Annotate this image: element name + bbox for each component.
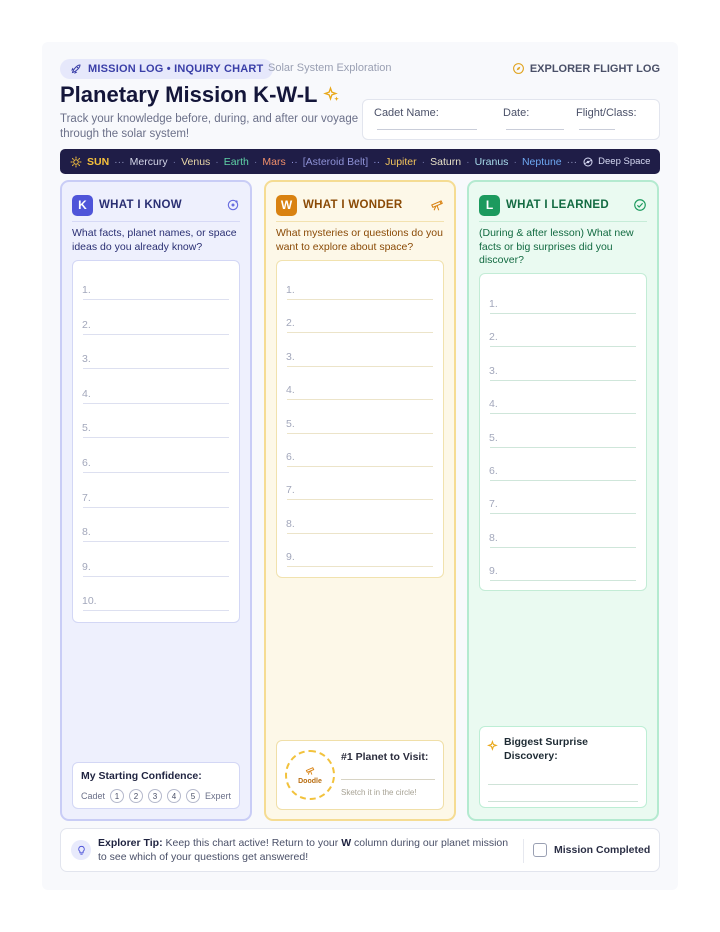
wonder-lines-card — [276, 260, 444, 578]
mission-completed-label: Mission Completed — [554, 844, 651, 856]
tip-text-2: column during our planet mission to see which of your questions get answered! — [98, 837, 509, 863]
planet-jupiter: Jupiter — [385, 155, 417, 168]
learned-lines-card — [479, 273, 647, 591]
tip-bold-w: W — [341, 837, 352, 849]
writing-line[interactable] — [490, 346, 636, 347]
flight-log-label — [512, 62, 660, 75]
writing-line[interactable] — [287, 499, 433, 500]
confidence-option-3[interactable]: 3 — [148, 789, 162, 803]
line-number: 6. — [489, 465, 498, 477]
rocket-icon — [70, 63, 82, 75]
letter-badge-k: K — [72, 195, 93, 216]
dot-separator: · — [513, 155, 517, 168]
writing-line[interactable] — [83, 576, 229, 577]
line-number: 6. — [286, 451, 295, 463]
column-wonder-title: WHAT I WONDER — [303, 199, 403, 211]
dots-separator: ·· — [373, 155, 381, 168]
dots-separator: ··· — [114, 155, 125, 168]
line-number: 9. — [489, 565, 498, 578]
dot-separator: · — [466, 155, 470, 168]
dot-separator: · — [172, 155, 177, 168]
sparkle-icon — [487, 740, 500, 753]
dots-separator: ··· — [566, 155, 578, 168]
column-wonder-prompt: What mysteries or questions do you want to explore about space? — [276, 227, 443, 253]
check-circle-icon — [633, 198, 647, 212]
writing-line[interactable] — [287, 332, 433, 333]
line-number: 5. — [489, 431, 498, 444]
writing-line[interactable] — [83, 472, 229, 473]
confidence-option-5[interactable]: 5 — [186, 789, 200, 803]
line-number: 4. — [489, 398, 498, 411]
planet-to-visit-hint: Sketch it in the circle! — [341, 788, 417, 797]
writing-line[interactable] — [83, 437, 229, 438]
confidence-scale — [81, 789, 231, 803]
line-number: 2. — [489, 331, 498, 344]
letter-badge-w: W — [276, 195, 297, 216]
writing-line[interactable] — [490, 547, 636, 548]
column-learned-header — [479, 193, 647, 217]
line-number: 6. — [82, 457, 91, 469]
date-field[interactable] — [506, 129, 564, 130]
writing-line[interactable] — [83, 507, 229, 508]
line-number: 5. — [82, 422, 91, 435]
writing-line[interactable] — [490, 580, 636, 581]
cadet-name-label: Cadet Name: — [374, 107, 439, 119]
mission-completed[interactable] — [533, 843, 650, 857]
planet-venus: Venus — [181, 155, 211, 168]
tip-label: Explorer Tip: — [98, 837, 163, 849]
writing-line[interactable] — [83, 368, 229, 369]
tip-text-1: Keep this chart active! Return to your — [165, 837, 339, 849]
line-number: 4. — [82, 387, 91, 400]
deep-space-text: Deep Space — [598, 156, 651, 167]
doodle-circle[interactable] — [285, 750, 335, 800]
line-number: 9. — [286, 551, 295, 564]
line-number: 9. — [82, 560, 91, 573]
line-number: 8. — [82, 526, 91, 539]
line-number: 1. — [82, 284, 91, 296]
biggest-surprise-card — [479, 726, 647, 808]
writing-line[interactable] — [490, 413, 636, 414]
explorer-tip-footer — [60, 828, 660, 872]
confidence-high-label: Expert — [205, 791, 232, 801]
mission-log-pill — [60, 59, 273, 79]
date-label: Date: — [503, 107, 530, 119]
confidence-title: My Starting Confidence: — [81, 770, 202, 782]
flight-log-text: EXPLORER FLIGHT LOG — [529, 62, 660, 75]
line-number: 2. — [286, 317, 295, 330]
lightbulb-icon — [76, 845, 87, 856]
explorer-tip-text — [98, 837, 518, 864]
know-lines-card — [72, 260, 240, 623]
divider — [523, 839, 524, 863]
letter-badge-l: L — [479, 195, 500, 216]
planet-mercury: Mercury — [129, 155, 168, 168]
solar-system-strip — [60, 149, 660, 174]
sun-label: SUN — [87, 155, 110, 168]
asteroid-belt: [Asteroid Belt] — [302, 155, 369, 168]
writing-line[interactable] — [287, 433, 433, 434]
planet-mars: Mars — [262, 155, 286, 168]
orbit-icon — [582, 156, 594, 168]
column-learned-title: WHAT I LEARNED — [506, 199, 610, 211]
line-number: 10. — [82, 595, 97, 608]
orbit-icon — [226, 198, 240, 212]
mission-completed-checkbox[interactable] — [533, 843, 547, 857]
writing-line[interactable] — [490, 313, 636, 314]
writing-line[interactable] — [83, 403, 229, 404]
planet-to-visit-field[interactable] — [341, 779, 435, 780]
writing-line[interactable] — [287, 566, 433, 567]
confidence-card — [72, 762, 240, 809]
line-number: 7. — [82, 491, 91, 504]
line-number: 7. — [286, 484, 295, 497]
flight-class-label: Flight/Class: — [576, 107, 637, 119]
writing-line[interactable] — [490, 480, 636, 481]
planet-uranus: Uranus — [474, 155, 509, 168]
column-know-title: WHAT I KNOW — [99, 199, 182, 211]
line-number: 7. — [489, 498, 498, 511]
writing-line[interactable] — [490, 513, 636, 514]
line-number: 8. — [286, 517, 295, 530]
column-know-header — [72, 193, 240, 217]
surprise-line[interactable] — [488, 784, 638, 785]
flight-class-field[interactable] — [579, 129, 615, 130]
column-wonder — [264, 180, 456, 821]
writing-line[interactable] — [490, 447, 636, 448]
confidence-option-2[interactable]: 2 — [129, 789, 143, 803]
writing-line[interactable] — [83, 299, 229, 300]
column-wonder-header — [276, 193, 444, 217]
dots-separator: ·· — [290, 155, 298, 168]
writing-line[interactable] — [83, 541, 229, 542]
cadet-name-field[interactable] — [377, 129, 477, 130]
pill-label: MISSION LOG • INQUIRY CHART — [88, 63, 264, 75]
confidence-option-4[interactable]: 4 — [167, 789, 181, 803]
subtopic-label: Solar System Exploration — [268, 62, 392, 74]
line-number: 3. — [489, 364, 498, 377]
planet-earth: Earth — [223, 155, 249, 168]
writing-line[interactable] — [83, 334, 229, 335]
telescope-icon — [305, 765, 316, 776]
column-learned — [467, 180, 659, 821]
dot-separator: · — [215, 155, 219, 168]
line-number: 1. — [286, 284, 295, 296]
sun-icon — [70, 156, 82, 168]
telescope-icon — [430, 198, 444, 212]
line-number: 2. — [82, 318, 91, 331]
dot-separator: · — [421, 155, 426, 168]
line-number: 3. — [286, 350, 295, 363]
line-number: 5. — [286, 417, 295, 430]
line-number: 3. — [82, 353, 91, 366]
planet-to-visit-title: #1 Planet to Visit: — [341, 751, 429, 763]
writing-line[interactable] — [83, 610, 229, 611]
planet-to-visit-card — [276, 740, 444, 810]
biggest-surprise-title: Biggest Surprise Discovery: — [504, 736, 589, 762]
column-know-prompt: What facts, planet names, or space ideas do you already know? — [72, 227, 237, 253]
divider — [72, 221, 240, 222]
divider — [479, 221, 647, 222]
page-title-text: Planetary Mission K-W-L — [60, 82, 318, 107]
writing-line[interactable] — [490, 380, 636, 381]
writing-line[interactable] — [287, 399, 433, 400]
line-number: 8. — [489, 531, 498, 544]
sparkle-icon — [323, 86, 341, 104]
line-number: 4. — [286, 384, 295, 397]
writing-line[interactable] — [287, 533, 433, 534]
planet-saturn: Saturn — [430, 155, 462, 168]
writing-line[interactable] — [287, 299, 433, 300]
page-description: Track your knowledge before, during, and after our voyage through the solar system! — [60, 113, 359, 140]
column-know — [60, 180, 252, 821]
confidence-option-1[interactable]: 1 — [110, 789, 124, 803]
doodle-label: Doodle — [298, 778, 322, 785]
header-left — [60, 59, 273, 80]
compass-icon — [512, 62, 525, 75]
planet-neptune: Neptune — [521, 155, 562, 168]
writing-line[interactable] — [287, 466, 433, 467]
page-title — [60, 82, 341, 108]
confidence-low-label: Cadet — [81, 791, 106, 801]
surprise-line[interactable] — [488, 801, 638, 802]
deep-space-label — [582, 156, 650, 168]
column-learned-prompt: (During & after lesson) What new facts or big surprises did you discover? — [479, 227, 634, 266]
writing-line[interactable] — [287, 366, 433, 367]
divider — [276, 221, 444, 222]
dot-separator: · — [253, 155, 258, 168]
line-number: 1. — [489, 298, 498, 310]
student-info-box — [362, 99, 660, 140]
tip-icon-wrap — [71, 840, 91, 860]
